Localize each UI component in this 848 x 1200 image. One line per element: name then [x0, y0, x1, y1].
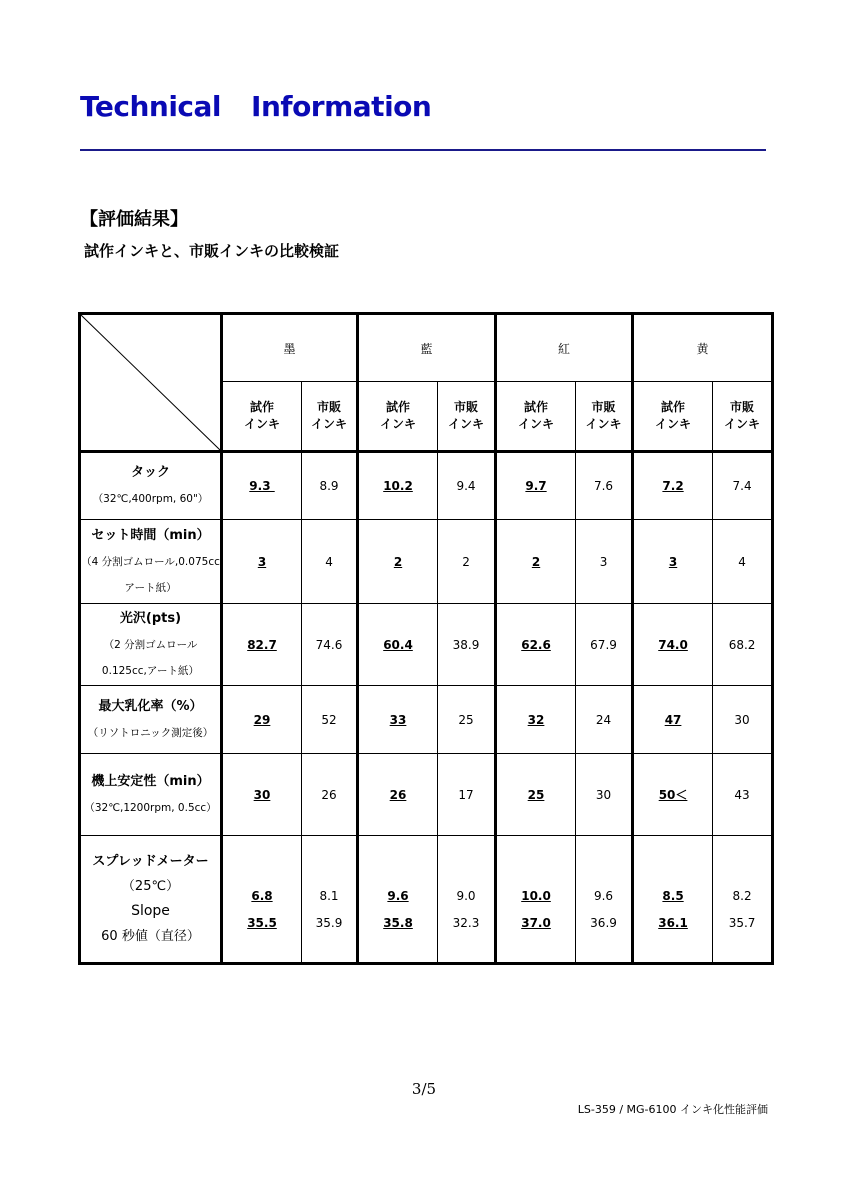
trial-ink-value: 3 [633, 520, 713, 604]
row-label-main: タック [130, 465, 170, 480]
market-ink-value: 8.9 [302, 452, 358, 520]
market-ink-value: 3 [576, 520, 633, 604]
table-row [80, 520, 773, 604]
subheader-trial-ink: 試作 インキ [633, 382, 713, 452]
trial-ink-value: 2 [358, 520, 438, 604]
row-label-condition: （25℃） [121, 879, 180, 894]
trial-ink-spread [222, 836, 302, 964]
row-label-slope: Slope [131, 903, 170, 919]
market-ink-value: 9.4 [438, 452, 496, 520]
subheader-market-ink: 市販 インキ [576, 382, 633, 452]
trial-ink-value: 3 [222, 520, 302, 604]
page-number: 3/5 [411, 1080, 437, 1098]
row-label-condition: （32℃,1200rpm, 0.5cc） [84, 801, 217, 814]
diameter-60s-value: 35.7 [728, 916, 756, 930]
title-technical: Technical [80, 90, 222, 123]
trial-ink-spread [358, 836, 438, 964]
trial-ink-value: 7.2 [633, 452, 713, 520]
trial-ink-value: 9.7 [496, 452, 576, 520]
table-row [80, 686, 773, 754]
table-row-spread-meter [80, 836, 773, 964]
document-id: LS-359 / MG-6100 インキ化性能評価 [577, 1103, 768, 1116]
trial-ink-value: 9.3 [222, 452, 302, 520]
color-header-yellow: 黄 [633, 314, 773, 382]
slope-value: 10.0 [521, 889, 551, 903]
market-ink-spread [576, 836, 633, 964]
diameter-60s-value: 37.0 [521, 916, 551, 930]
market-ink-value: 68.2 [713, 604, 773, 686]
market-ink-value: 7.4 [713, 452, 773, 520]
color-header-black: 墨 [222, 314, 358, 382]
trial-ink-value: 32 [496, 686, 576, 754]
row-label [80, 754, 222, 836]
market-ink-spread [438, 836, 496, 964]
subheader-market-ink: 市販 インキ [438, 382, 496, 452]
color-header-red: 紅 [496, 314, 633, 382]
section-subheading: 試作インキと、市販インキの比較検証 [84, 242, 340, 260]
market-ink-value: 25 [438, 686, 496, 754]
market-ink-value: 4 [713, 520, 773, 604]
diameter-60s-value: 36.9 [590, 916, 617, 930]
market-ink-value: 52 [302, 686, 358, 754]
market-ink-value: 17 [438, 754, 496, 836]
row-label-main: スプレッドメーター [92, 854, 209, 869]
trial-ink-value: 62.6 [496, 604, 576, 686]
trial-ink-spread [496, 836, 576, 964]
page-title [80, 90, 431, 123]
trial-ink-value: 29 [222, 686, 302, 754]
diagonal-line [81, 315, 220, 450]
trial-ink-value: 47 [633, 686, 713, 754]
market-ink-spread [713, 836, 773, 964]
slope-value: 9.6 [593, 889, 614, 903]
header-rule [80, 149, 766, 151]
diameter-60s-value: 35.5 [247, 916, 277, 930]
trial-ink-value: 74.0 [633, 604, 713, 686]
row-label-condition: （リソトロニック測定後） [87, 726, 214, 739]
trial-ink-value: 50＜ [633, 754, 713, 836]
row-label-condition: （32℃,400rpm, 60"） [92, 493, 209, 505]
row-label-main: 光沢(pts) [119, 610, 182, 626]
diameter-60s-value: 35.9 [315, 916, 343, 930]
trial-ink-value: 2 [496, 520, 576, 604]
row-label [80, 836, 222, 964]
row-label-60s: 60 秒値（直径） [101, 929, 200, 944]
market-ink-spread [302, 836, 358, 964]
slope-value: 8.1 [319, 889, 339, 903]
trial-ink-value: 33 [358, 686, 438, 754]
subheader-trial-ink: 試作 インキ [358, 382, 438, 452]
slope-value: 8.5 [662, 889, 684, 903]
slope-value: 8.2 [732, 889, 752, 903]
row-label-main: セット時間（min） [91, 527, 210, 543]
market-ink-value: 7.6 [576, 452, 633, 520]
market-ink-value: 67.9 [576, 604, 633, 686]
row-label [80, 604, 222, 686]
row-label-condition: （2 分割ゴムロール 0.125cc,アート紙） [101, 638, 200, 677]
slope-value: 9.6 [387, 889, 409, 903]
row-label [80, 452, 222, 520]
trial-ink-value: 25 [496, 754, 576, 836]
trial-ink-value: 82.7 [222, 604, 302, 686]
market-ink-value: 74.6 [302, 604, 358, 686]
trial-ink-value: 26 [358, 754, 438, 836]
market-ink-value: 2 [438, 520, 496, 604]
subheader-market-ink: 市販 インキ [713, 382, 773, 452]
market-ink-value: 26 [302, 754, 358, 836]
slope-value: 6.8 [251, 889, 273, 903]
row-label [80, 686, 222, 754]
trial-ink-value: 10.2 [358, 452, 438, 520]
color-header-indigo: 藍 [358, 314, 496, 382]
trial-ink-value: 60.4 [358, 604, 438, 686]
row-label-main: 最大乳化率（%） [98, 698, 203, 714]
diameter-60s-value: 36.1 [658, 916, 688, 930]
market-ink-value: 43 [713, 754, 773, 836]
market-ink-value: 24 [576, 686, 633, 754]
row-label [80, 520, 222, 604]
table-row [80, 754, 773, 836]
trial-ink-value: 30 [222, 754, 302, 836]
evaluation-table [78, 312, 774, 965]
trial-ink-spread [633, 836, 713, 964]
subheader-trial-ink: 試作 インキ [496, 382, 576, 452]
market-ink-value: 4 [302, 520, 358, 604]
section-heading: 【評価結果】 [80, 209, 188, 230]
diameter-60s-value: 35.8 [383, 916, 413, 930]
title-information: Information [251, 90, 432, 123]
market-ink-value: 38.9 [438, 604, 496, 686]
corner-diagonal-cell [80, 314, 222, 452]
row-label-condition: （4 分割ゴムロール,0.075cc アート紙） [81, 555, 220, 594]
table-row [80, 452, 773, 520]
market-ink-value: 30 [713, 686, 773, 754]
slope-value: 9.0 [456, 889, 476, 903]
market-ink-value: 30 [576, 754, 633, 836]
row-label-main: 機上安定性（min） [91, 773, 210, 789]
table-row [80, 604, 773, 686]
subheader-trial-ink: 試作 インキ [222, 382, 302, 452]
diameter-60s-value: 32.3 [452, 916, 480, 930]
subheader-market-ink: 市販 インキ [302, 382, 358, 452]
